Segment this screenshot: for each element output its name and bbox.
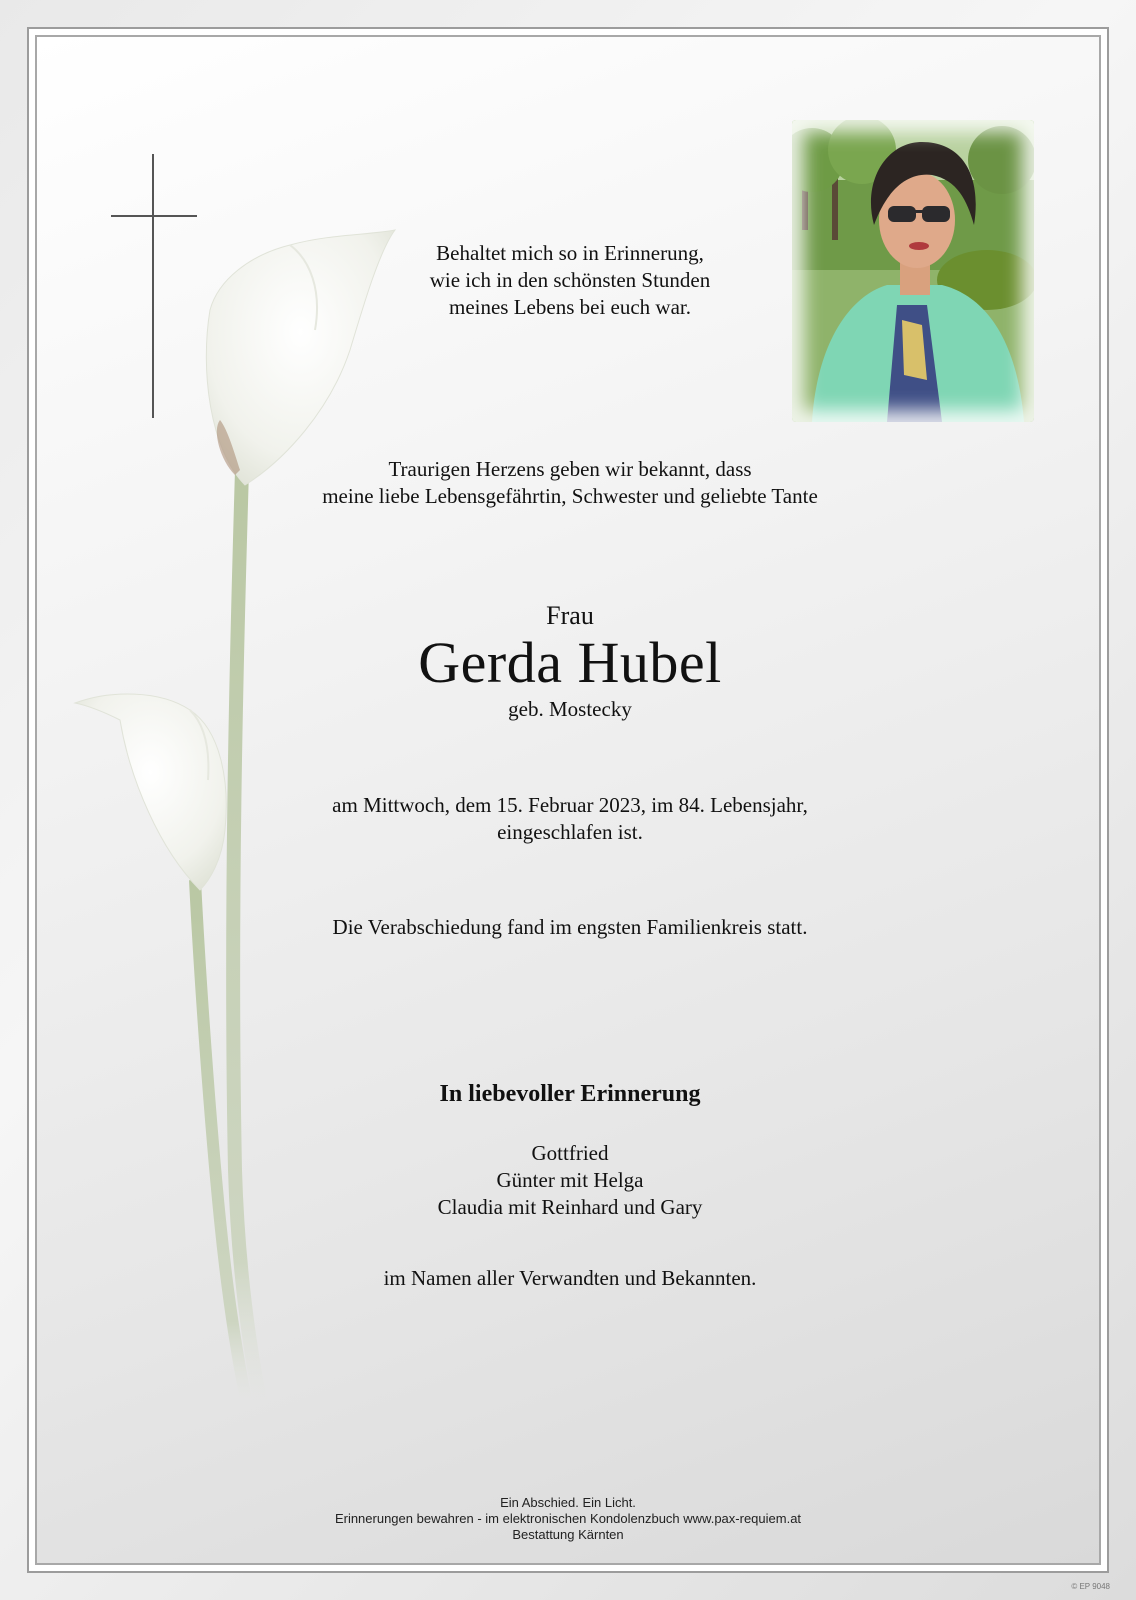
closing-line: im Namen aller Verwandten und Bekannten. [383,1266,757,1290]
footer [0,1495,1136,1543]
announcement [250,456,890,510]
footer-company: Bestattung Kärnten [512,1527,624,1542]
mourner-entry: Claudia mit Reinhard und Gary [437,1195,703,1219]
death-notice-line-2: eingeschlafen ist. [497,820,643,844]
verse-line-3: meines Lebens bei euch war. [449,295,691,319]
deceased-title: Frau [546,601,594,630]
memorial-verse [290,240,850,321]
death-notice-line-1: am Mittwoch, dem 15. Februar 2023, im 84. Lebensjahr, [332,793,808,817]
mourner-entry: Günter mit Helga [496,1168,644,1192]
mourner-entry: Gottfried [531,1141,609,1165]
print-code: © EP 9048 [1071,1582,1110,1591]
memory-heading: In liebevoller Erinnerung [439,1081,701,1107]
footer-slogan: Ein Abschied. Ein Licht. [500,1495,636,1510]
mourners-list [290,1140,850,1221]
footer-condolence-link[interactable]: Erinnerungen bewahren - im elektronischen Kondolenzbuch www.pax-requiem.at [334,1511,802,1526]
birth-name: geb. Mostecky [508,697,632,721]
farewell-note: Die Verabschiedung fand im engsten Familienkreis statt. [332,915,808,939]
verse-line-1: Behaltet mich so in Erinnerung, [436,241,704,265]
announcement-line-2: meine liebe Lebensgefährtin, Schwester und geliebte Tante [322,484,818,508]
death-notice [250,792,890,846]
announcement-line-1: Traurigen Herzens geben wir bekannt, dass [388,457,752,481]
verse-line-2: wie ich in den schönsten Stunden [429,268,711,292]
deceased-name: Gerda Hubel [418,630,722,695]
